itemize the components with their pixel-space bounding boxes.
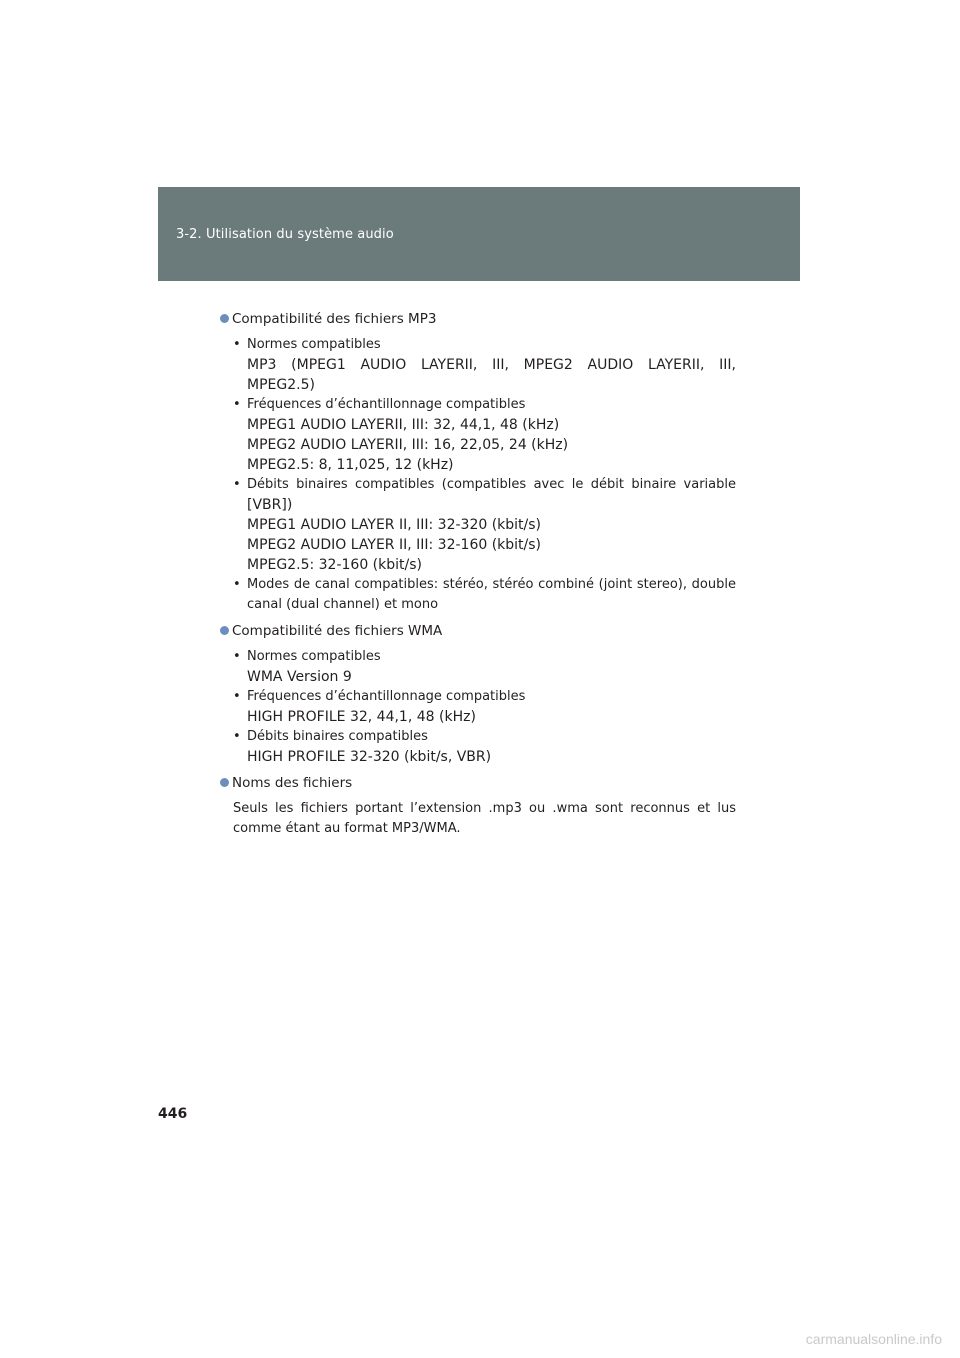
bullet-dot-icon bbox=[220, 626, 229, 635]
list-item: • Débits binaires compatibles (compatibles avec le débit binaire variable [VBR]) MPEG1 AUDIO LAYER II, III: 32-320 (kbit/s) MPEG2 AUDIO LAYER II, III: 32-160 (kbit/s) MPEG2.5: 32-160 (kbit/s) bbox=[233, 477, 736, 573]
bullet-icon: • bbox=[233, 577, 241, 592]
filenames-paragraph: Seuls les fichiers portant l’extension .mp3 ou .wma sont reconnus et lus comme étant au format MP3/WMA. bbox=[233, 801, 736, 836]
list-item: • Normes compatibles WMA Version 9 bbox=[233, 649, 381, 685]
bullet-icon: • bbox=[233, 649, 241, 664]
bullet-icon: • bbox=[233, 397, 241, 412]
watermark: carmanualsonline.info bbox=[805, 1331, 942, 1347]
bullet-icon: • bbox=[233, 337, 241, 352]
list-item: • Fréquences d’échantillonnage compatibles MPEG1 AUDIO LAYERII, III: 32, 44,1, 48 (kHz) MPEG2 AUDIO LAYERII, III: 16, 22,05, 24 (kHz) MPEG2.5: 8, 11,025, 12 (kHz) bbox=[233, 397, 569, 473]
section-heading-wma: Compatibilité des fichiers WMA bbox=[220, 621, 736, 641]
list-item: • Normes compatibles MP3 (MPEG1 AUDIO LAYERII, III, MPEG2 AUDIO LAYERII, III, MPEG2.5) bbox=[233, 337, 736, 393]
bullet-dot-icon bbox=[220, 314, 229, 323]
section-title: 3-2. Utilisation du système audio bbox=[176, 227, 394, 242]
list-item: • Débits binaires compatibles HIGH PROFILE 32-320 (kbit/s, VBR) bbox=[233, 729, 492, 765]
bullet-dot-icon bbox=[220, 778, 229, 787]
page-content bbox=[220, 309, 736, 839]
section-heading-mp3: Compatibilité des fichiers MP3 bbox=[220, 309, 736, 329]
bullet-icon: • bbox=[233, 729, 241, 744]
section-heading-filenames: Noms des fichiers bbox=[220, 773, 736, 793]
list-item: • Fréquences d’échantillonnage compatibles HIGH PROFILE 32, 44,1, 48 (kHz) bbox=[233, 689, 526, 725]
bullet-icon: • bbox=[233, 477, 241, 492]
bullet-icon: • bbox=[233, 689, 241, 704]
list-item: • Modes de canal compatibles: stéréo, stéréo combiné (joint stereo), double canal (dual channel) et mono bbox=[233, 577, 736, 612]
page-number: 446 bbox=[158, 1106, 188, 1122]
section-header-band bbox=[158, 187, 800, 281]
